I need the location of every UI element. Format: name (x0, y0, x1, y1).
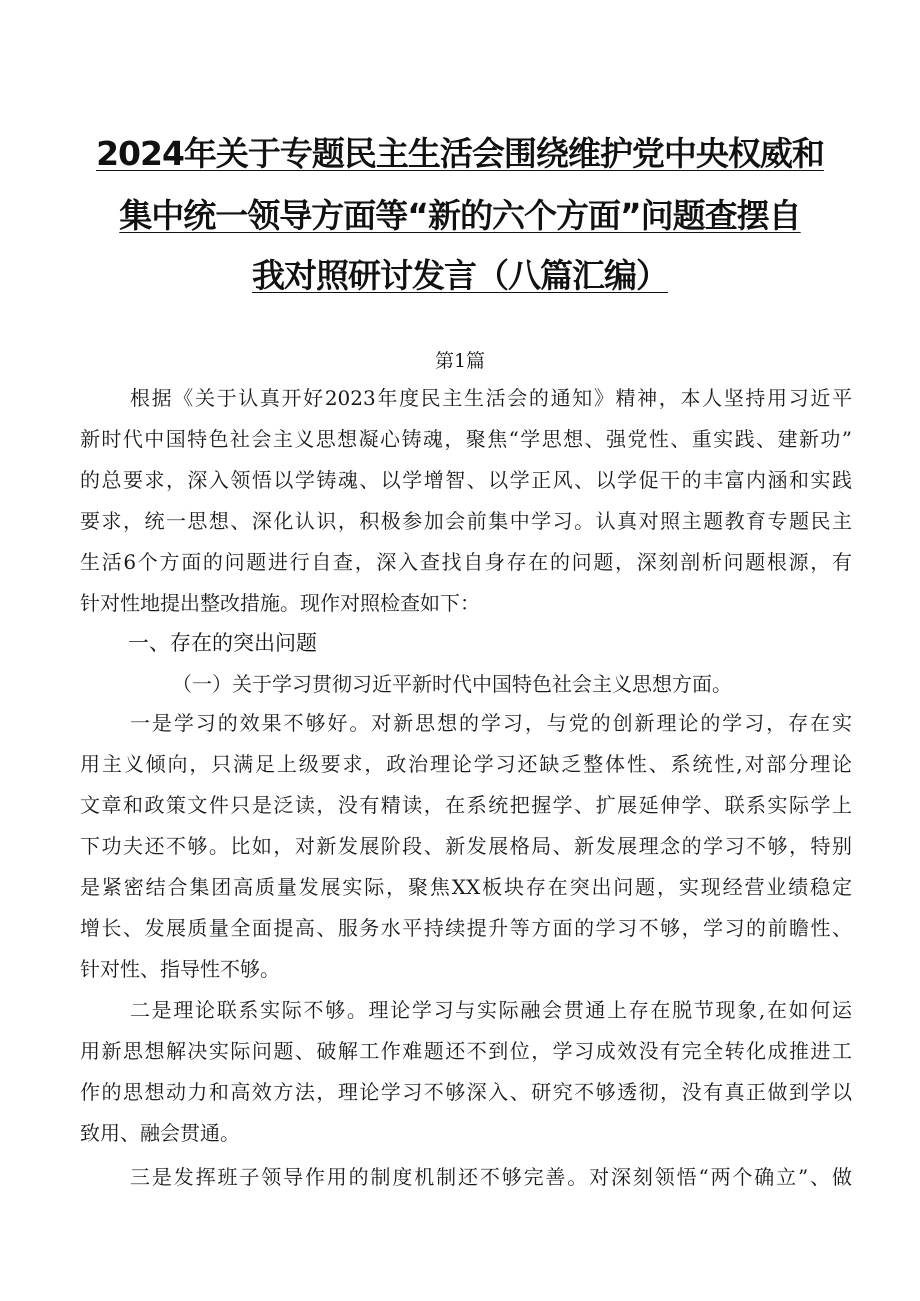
intro-line-2: 新时代中国特色社会主义思想凝心铸魂，聚焦“学思想、强党性、重实践、建新功” (80, 427, 852, 451)
document-title-line-1 (60, 128, 860, 175)
para2-line-4: 致用、融会贯通。 (80, 1121, 240, 1145)
section-heading: 一、存在的突出问题 (128, 631, 317, 655)
para1-line-6: 增长、发展质量全面提高、服务水平持续提升等方面的学习不够，学习的前瞻性、 (80, 916, 852, 940)
title-text-2: 集中统一领导方面等“新的六个方面”问题查摆自 (119, 196, 801, 235)
intro-line-6: 针对性地提出整改措施。现作对照检查如下： (80, 591, 480, 615)
para1-line-5: 是紧密结合集团高质量发展实际，聚焦XX板块存在突出问题，实现经营业绩稳定 (80, 875, 852, 899)
intro-line-5: 生活6个方面的问题进行自查，深入查找自身存在的问题，深刻剖析问题根源，有 (80, 550, 852, 574)
sub-heading: （一）关于学习贯彻习近平新时代中国特色社会主义思想方面。 (172, 672, 732, 696)
para2-line-3: 作的思想动力和高效方法，理论学习不够深入、研究不够透彻，没有真正做到学以 (80, 1080, 852, 1104)
para1-line-2: 用主义倾向，只满足上级要求，政治理论学习还缺乏整体性、系统性,对部分理论 (80, 752, 852, 776)
document-title-line-3 (60, 250, 860, 297)
para1-line-7: 针对性、指导性不够。 (80, 957, 280, 981)
title-text-1: 2024年关于专题民主生活会围绕维护党中央权威和 (96, 134, 824, 173)
document-title-line-2 (60, 190, 860, 237)
intro-line-3: 的总要求，深入领悟以学铸魂、以学增智、以学正风、以学促干的丰富内涵和实践 (80, 468, 852, 492)
para1-line-4: 下功夫还不够。比如，对新发展阶段、新发展格局、新发展理念的学习不够，特别 (80, 834, 852, 858)
para1-line-1: 一是学习的效果不够好。对新思想的学习，与党的创新理论的学习，存在实 (130, 711, 852, 735)
para3-line-1: 三是发挥班子领导作用的制度机制还不够完善。对深刻领悟“两个确立”、做 (130, 1165, 852, 1189)
intro-line-1: 根据《关于认真开好2023年度民主生活会的通知》精神，本人坚持用习近平 (130, 386, 852, 410)
title-text-3: 我对照研讨发言（八篇汇编） (252, 256, 668, 295)
para2-line-2: 用新思想解决实际问题、破解工作难题还不到位，学习成效没有完全转化成推进工 (80, 1039, 852, 1063)
para2-line-1: 二是理论联系实际不够。理论学习与实际融会贯通上存在脱节现象,在如何运 (130, 998, 852, 1022)
para1-line-3: 文章和政策文件只是泛读，没有精读，在系统把握学、扩展延伸学、联系实际学上 (80, 793, 852, 817)
chapter-label: 第1篇 (434, 350, 486, 372)
intro-line-4: 要求，统一思想、深化认识，积极参加会前集中学习。认真对照主题教育专题民主 (80, 509, 852, 533)
